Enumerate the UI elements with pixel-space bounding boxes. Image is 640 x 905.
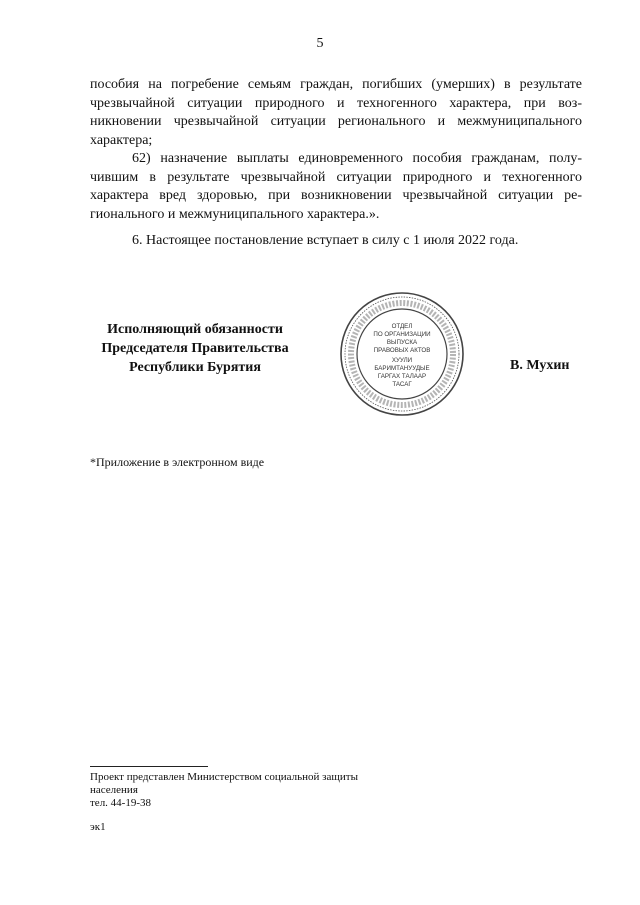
signer-name: В. Мухин: [510, 358, 570, 373]
paragraph-effective-date: 6. Настоящее постановление вступает в силу с 1 июля 2022 года.: [132, 233, 519, 248]
stamp-text: ГАРГАХ ТАЛААР: [377, 373, 427, 380]
body-text: [90, 76, 582, 224]
signature-title-line: Республики Бурятия: [129, 360, 261, 375]
paragraph-continuation: пособия на погребение семьям граждан, погибших (умерших) в результате чрезвычайной ситуации природного и техногенного характера, при возникновении чрезвычайной ситуации регионального и межмуниципального характера;: [90, 77, 582, 148]
stamp-text: ВЫПУСКА: [386, 339, 418, 346]
appendix-note: *Приложение в электронном виде: [90, 455, 265, 469]
footer-line: Проект представлен Министерством социальной защиты: [90, 771, 358, 783]
footer-phone: тел. 44-19-38: [90, 797, 152, 809]
signature-title: [90, 320, 300, 377]
stamp-text: ТАСАГ: [392, 381, 412, 388]
paragraph-item-62: 62) назначение выплаты единовременного пособия гражданам, получившим в результате чрезвычайной ситуации природного и техногенного характера вред здоровью, при возникновении чрезвычайной ситуации регионального и межмуниципального характера.».: [90, 151, 582, 222]
document-code: эк1: [90, 821, 106, 833]
page-number: 5: [316, 36, 324, 51]
signature-title-line: Исполняющий обязанности: [107, 322, 283, 337]
stamp-text: ПРАВОВЫХ АКТОВ: [373, 347, 431, 354]
stamp-text: ХУУЛИ: [391, 357, 413, 364]
footer-note: [90, 771, 358, 810]
official-seal-stamp: [338, 290, 466, 418]
footer-line: населения: [90, 784, 138, 796]
footnote-divider: [90, 766, 208, 767]
stamp-text: ПО ОРГАНИЗАЦИИ: [373, 331, 431, 338]
stamp-text: БАРИМТАНУУДЫЕ: [374, 365, 430, 372]
stamp-text: ОТДЕЛ: [391, 323, 413, 330]
signature-title-line: Председателя Правительства: [101, 341, 289, 356]
